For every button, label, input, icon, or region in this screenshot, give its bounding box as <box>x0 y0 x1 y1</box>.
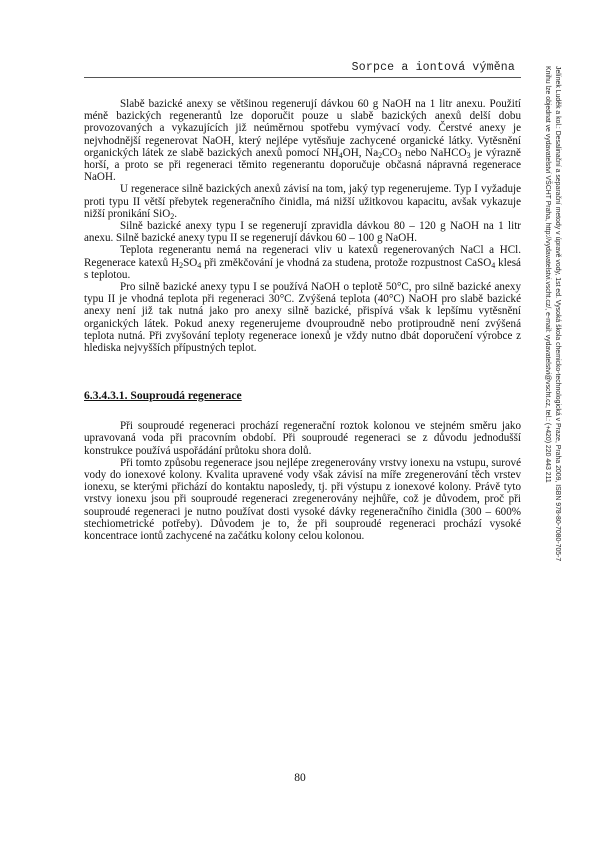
paragraph-cocurrent-intro: Při souproudé regeneraci prochází regenerační roztok kolonou ve stejném směru jako upravovaná voda při pracovním období. Při souproudé regeneraci se z důvodu jednodušší konstrukce používá uspořádání průtoku shora dolů. <box>84 420 521 457</box>
side-note-line-1: Jelínek Luděk a kol.: Desalinační a separační metody v úpravě vody, 1st ed. Vysoká škola chemicko-technologická v Praze, Praha 2009, ISBN 978-80-7080-705-7 <box>554 66 561 562</box>
paragraph-temperature-cation: Teplota regenerantu nemá na regeneraci vliv u katexů regenerovaných NaCl a HCl. Regenerace katexů $H_2SO_4$ při změkčování je vhodná za studena, protože rozpustnost CaSO$_4$ klesá s teplotou. <box>84 244 521 281</box>
header-title: Sorpce a iontová výměna <box>351 61 515 74</box>
side-note-line-2: Knihu lze objednat ve vydavatelství VŠCHT Praha, http://vydavatelstvi.vscht.cz/, e-mail: vydavatelstvi@vscht.cz, tel.: (+420) 220 443 211 <box>544 66 552 483</box>
paragraph-dosage: Silně bazické anexy typu I se regenerují zpravidla dávkou 80 – 120 g NaOH na 1 litr anexu. Silně bazické anexy typu II se regenerují dávkou 60 – 100 g NaOH. <box>84 220 521 245</box>
section-heading: 6.3.4.3.1. Souproudá regenerace <box>84 389 242 403</box>
side-note-text <box>543 66 562 561</box>
paragraph-temperature-anion: Pro silně bazické anexy typu I se používá NaOH o teplotě 50°C, pro silně bazické anexy typu II je vhodná teplota při regeneraci 30°C. Zvýšená teplota (40°C) NaOH pro slabě bazické anexy není již tak nutná jako pro anexy silně bazické, přispívá však k lepšímu vytěsnění organických látek. Pokud anexy regenerujeme dvouproudně nebo protiproudně není zvýšená teplota nutná. Při zvyšování teploty regenerace ionexů je vždy nutno dbát doporučení výrobce z hlediska nejvyšších přípustných teplot. <box>84 281 521 355</box>
paragraph-weak-base-anion: Slabě bazické anexy se většinou regenerují dávkou 60 g NaOH na 1 litr anexu. Použití méně bazických regenerantů lze doporučit pouze u slabě bazických anexů delší dobu provozovaných a vykazujících již neúměrnou spotřebu vymývací vody. Čerstvé anexy je nejvhodnější regenerovat NaOH, který nejlépe vytěsňuje zachycené organické látky. Vytěsnění organických látek ze slabě bazických anexů pomocí $NH_4OH$, $Na_2CO_3$ nebo NaHCO$_3$ je výrazně horší, a proto se při regeneraci těmito regenerantu doporučuje občasná nápravná regenerace NaOH. <box>84 98 521 184</box>
page-body <box>84 98 521 542</box>
paragraph-strong-base-types: U regenerace silně bazických anexů závisí na tom, jaký typ regenerujeme. Typ I vyžaduje proti typu II větší přebytek regeneračního činidla, má nižší užitkovou kapacitu, avšak vykazuje nižší pronikání SiO$_2$. <box>84 183 521 221</box>
running-header <box>84 61 521 78</box>
page-number: 80 <box>294 772 306 784</box>
paragraph-cocurrent-detail: Při tomto způsobu regenerace jsou nejlépe zregenerovány vrstvy ionexu na vstupu, surové vody do ionexové kolony. Kvalita upravené vody však závisí na míře zregenerování těch vrstev ionexu, se kterými přichází do kontaktu naposledy, tj. při výstupu z ionexové kolony. Právě tyto vrstvy ionexu jsou při souproudé regeneraci zregenerovány nejhůře, což je důvodem, proč při souproudé regeneraci je nutno používat dosti vysoké dávky regeneračního činidla (300 – 600% stechiometrické potřeby). Důvodem je to, že při souproudé regeneraci prochází vysoké koncentrace iontů zachycené na začátku kolony celou kolonou. <box>84 456 521 543</box>
